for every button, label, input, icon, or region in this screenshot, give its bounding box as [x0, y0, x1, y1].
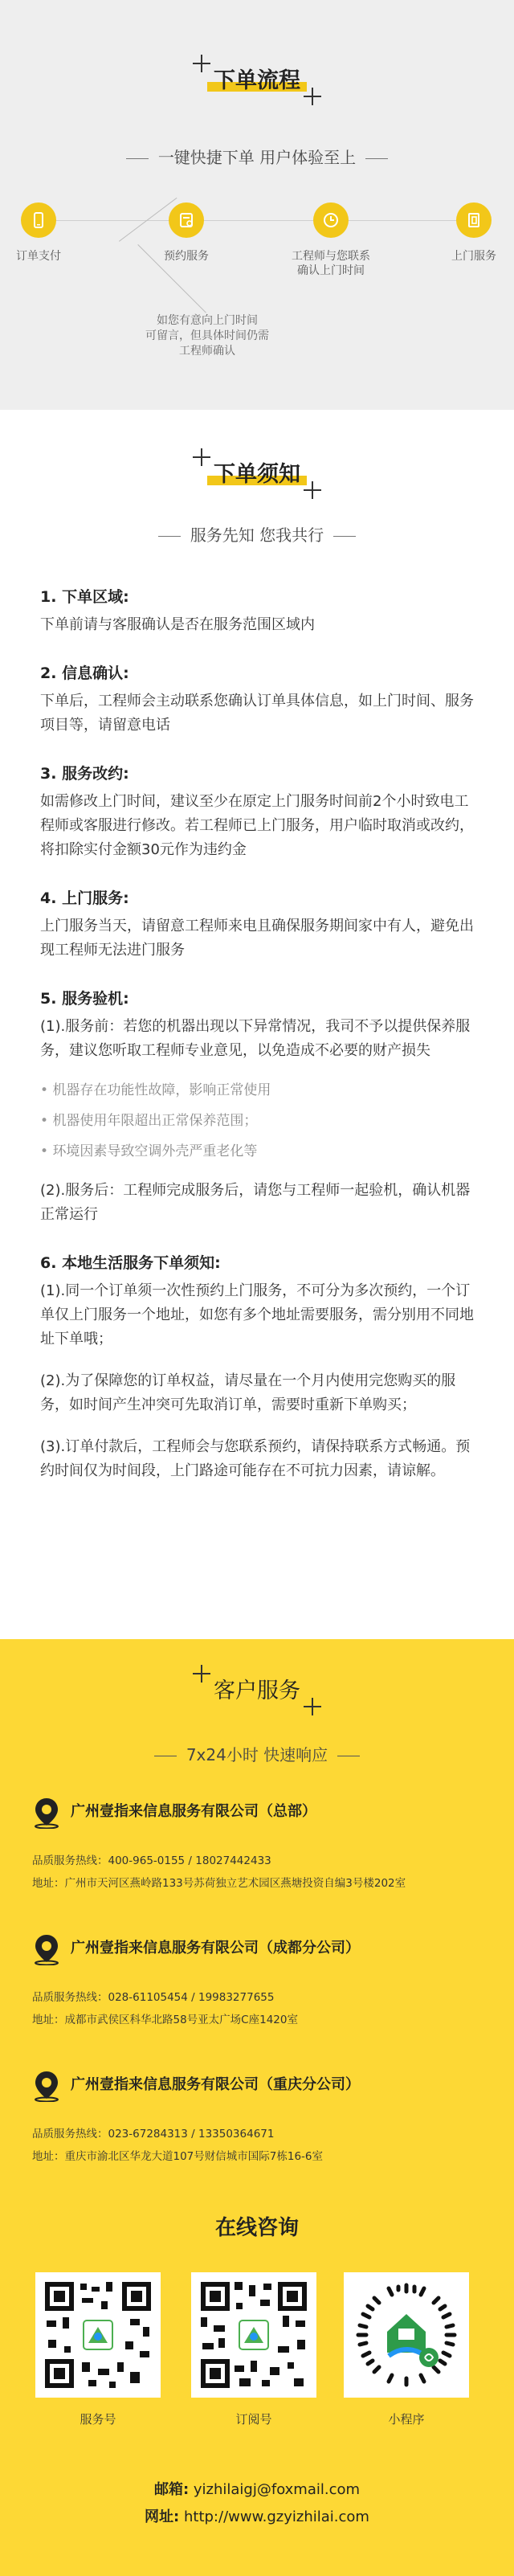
- company-hotline: 品质服务热线：023-67284313 / 13350364671: [32, 2128, 275, 2141]
- item-title: 2. 信息确认:: [40, 664, 129, 682]
- company-address: 地址：成都市武侯区科华北路58号亚太广场C座1420室: [32, 2014, 298, 2026]
- qr-mini-program[interactable]: [344, 2272, 469, 2427]
- item-title: 6. 本地生活服务下单须知:: [40, 1254, 221, 1272]
- notice-section: [0, 410, 514, 1639]
- notice-title-text: 下单须知: [214, 462, 300, 487]
- step-order-pay: [0, 202, 95, 264]
- location-pin-icon: [32, 1797, 61, 1829]
- service-subtitle: 7x24小时 快速响应: [0, 1742, 514, 1765]
- item-body: (1).同一个订单须一次性预约上门服务，不可分为多次预约，一个订单仅上门服务一个地址，如您有多个地址需要服务，需分别用不同地址下单哦； (2).为了保障您的订单权益，请尽量在一个月内使用完您购买的服务，如时间产生冲突可先取消订单，需要时重新下单购买； (3).订单付款后，工程师会与您联系预约，请保持联系方式畅通。预约时间仅为时间段，上门路途可能存在不可抗力因素，请谅解。: [40, 1282, 474, 1479]
- notice-subtitle: 服务先知 您我共行: [0, 522, 514, 546]
- steps-connector: [39, 220, 475, 221]
- process-subtitle: 一键快捷下单 用户体验至上: [0, 145, 514, 168]
- qr-code-icon: [42, 2279, 154, 2391]
- mini-program-code-icon: [350, 2279, 463, 2391]
- notice-items: [40, 585, 480, 1483]
- process-title-text: 下单流程: [214, 68, 300, 93]
- phone-icon: [30, 211, 47, 229]
- location-pin-icon: [32, 2070, 61, 2102]
- process-note: 如您有意向上门时间 可留言，但具体时间仍需 工程师确认: [145, 314, 269, 358]
- calendar-icon: [177, 211, 195, 229]
- item-title: 1. 下单区域:: [40, 588, 129, 606]
- item-body: (1).服务前：若您的机器出现以下异常情况，我司不予以提供保养服务，建议您听取工程师专业意见，以免造成不必要的财产损失 • 机器存在功能性故障，影响正常使用 • 机器使用年限超出正常保养范围； • 环境因素导致空调外壳严重老化等 (2).服务后：工程师完成服务后，请您与工程师一起验机，确认机器正常运行: [40, 1015, 480, 1227]
- company-name: 广州壹指来信息服务有限公司（成都分公司）: [71, 1940, 360, 1957]
- company-hotline: 品质服务热线：400-965-0155 / 18027442433: [32, 1854, 271, 1867]
- notice-title: [202, 456, 312, 488]
- email-label: 邮箱:: [153, 2481, 190, 2498]
- company-address: 地址：广州市天河区燕岭路133号苏荷独立艺术园区燕塘投资自编3号楼202室: [32, 1877, 406, 1890]
- qr-caption: 订阅号: [235, 2412, 272, 2427]
- company-address: 地址：重庆市渝北区华龙大道107号财信城市国际7栋16-6室: [32, 2150, 323, 2163]
- location-pin-icon: [32, 1933, 61, 1965]
- step-label: 预约服务: [164, 250, 209, 263]
- list-item: • 环境因素导致空调外壳严重老化等: [40, 1142, 480, 1161]
- company-chongqing: [32, 2070, 490, 2168]
- qr-caption: 服务号: [80, 2412, 116, 2427]
- contact-website: [0, 2505, 514, 2526]
- process-title: [202, 63, 312, 94]
- service-title: [202, 1673, 312, 1704]
- item-body: 如需修改上门时间，建议至少在原定上门服务时间前2个小时致电工程师或客服进行修改。若工程师已上门服务，用户临时取消或改约，将扣除实付金额30元作为违约金: [40, 793, 474, 858]
- clock-icon: [322, 211, 340, 229]
- qr-subscription-account[interactable]: [191, 2272, 316, 2427]
- list-item: • 机器使用年限超出正常保养范围；: [40, 1111, 480, 1131]
- qr-service-account[interactable]: [35, 2272, 161, 2427]
- step-label: 工程师与您联系 确认上门时间: [292, 250, 370, 277]
- item-body: 下单前请与客服确认是否在服务范围区域内: [40, 616, 315, 633]
- email-link[interactable]: yizhilaigj@foxmail.com: [193, 2481, 361, 2498]
- company-name: 广州壹指来信息服务有限公司（总部）: [71, 1803, 316, 1820]
- contact-email: [0, 2478, 514, 2499]
- step-engineer-contact: [275, 202, 387, 278]
- step-label: 上门服务: [451, 250, 496, 263]
- door-icon: [465, 211, 483, 229]
- item-title: 5. 服务验机:: [40, 990, 129, 1008]
- company-hotline: 品质服务热线：028-61105454 / 19983277655: [32, 1991, 275, 2004]
- list-item: • 机器存在功能性故障，影响正常使用: [40, 1081, 480, 1100]
- item-body: 下单后，工程师会主动联系您确认订单具体信息，如上门时间、服务项目等，请留意电话: [40, 693, 474, 734]
- online-consult-title: 在线咨询: [214, 2216, 299, 2240]
- website-link[interactable]: http://www.gzyizhilai.com: [183, 2509, 369, 2525]
- step-label: 订单支付: [16, 250, 61, 263]
- item-title: 4. 上门服务:: [40, 889, 129, 907]
- item-body: 上门服务当天，请留意工程师来电且确保服务期间家中有人，避免出现工程师无法进门服务: [40, 918, 474, 959]
- step-onsite-service: [418, 202, 514, 264]
- company-name: 广州壹指来信息服务有限公司（重庆分公司）: [71, 2076, 360, 2093]
- item-title: 3. 服务改约:: [40, 765, 129, 783]
- website-label: 网址:: [145, 2509, 180, 2525]
- service-section: [0, 1639, 514, 2576]
- process-section: [0, 0, 514, 410]
- qr-code-icon: [198, 2279, 310, 2391]
- company-hq: [32, 1797, 490, 1895]
- company-chengdu: [32, 1933, 490, 2031]
- service-title-text: 客户服务: [214, 1678, 300, 1703]
- qr-caption: 小程序: [388, 2412, 425, 2427]
